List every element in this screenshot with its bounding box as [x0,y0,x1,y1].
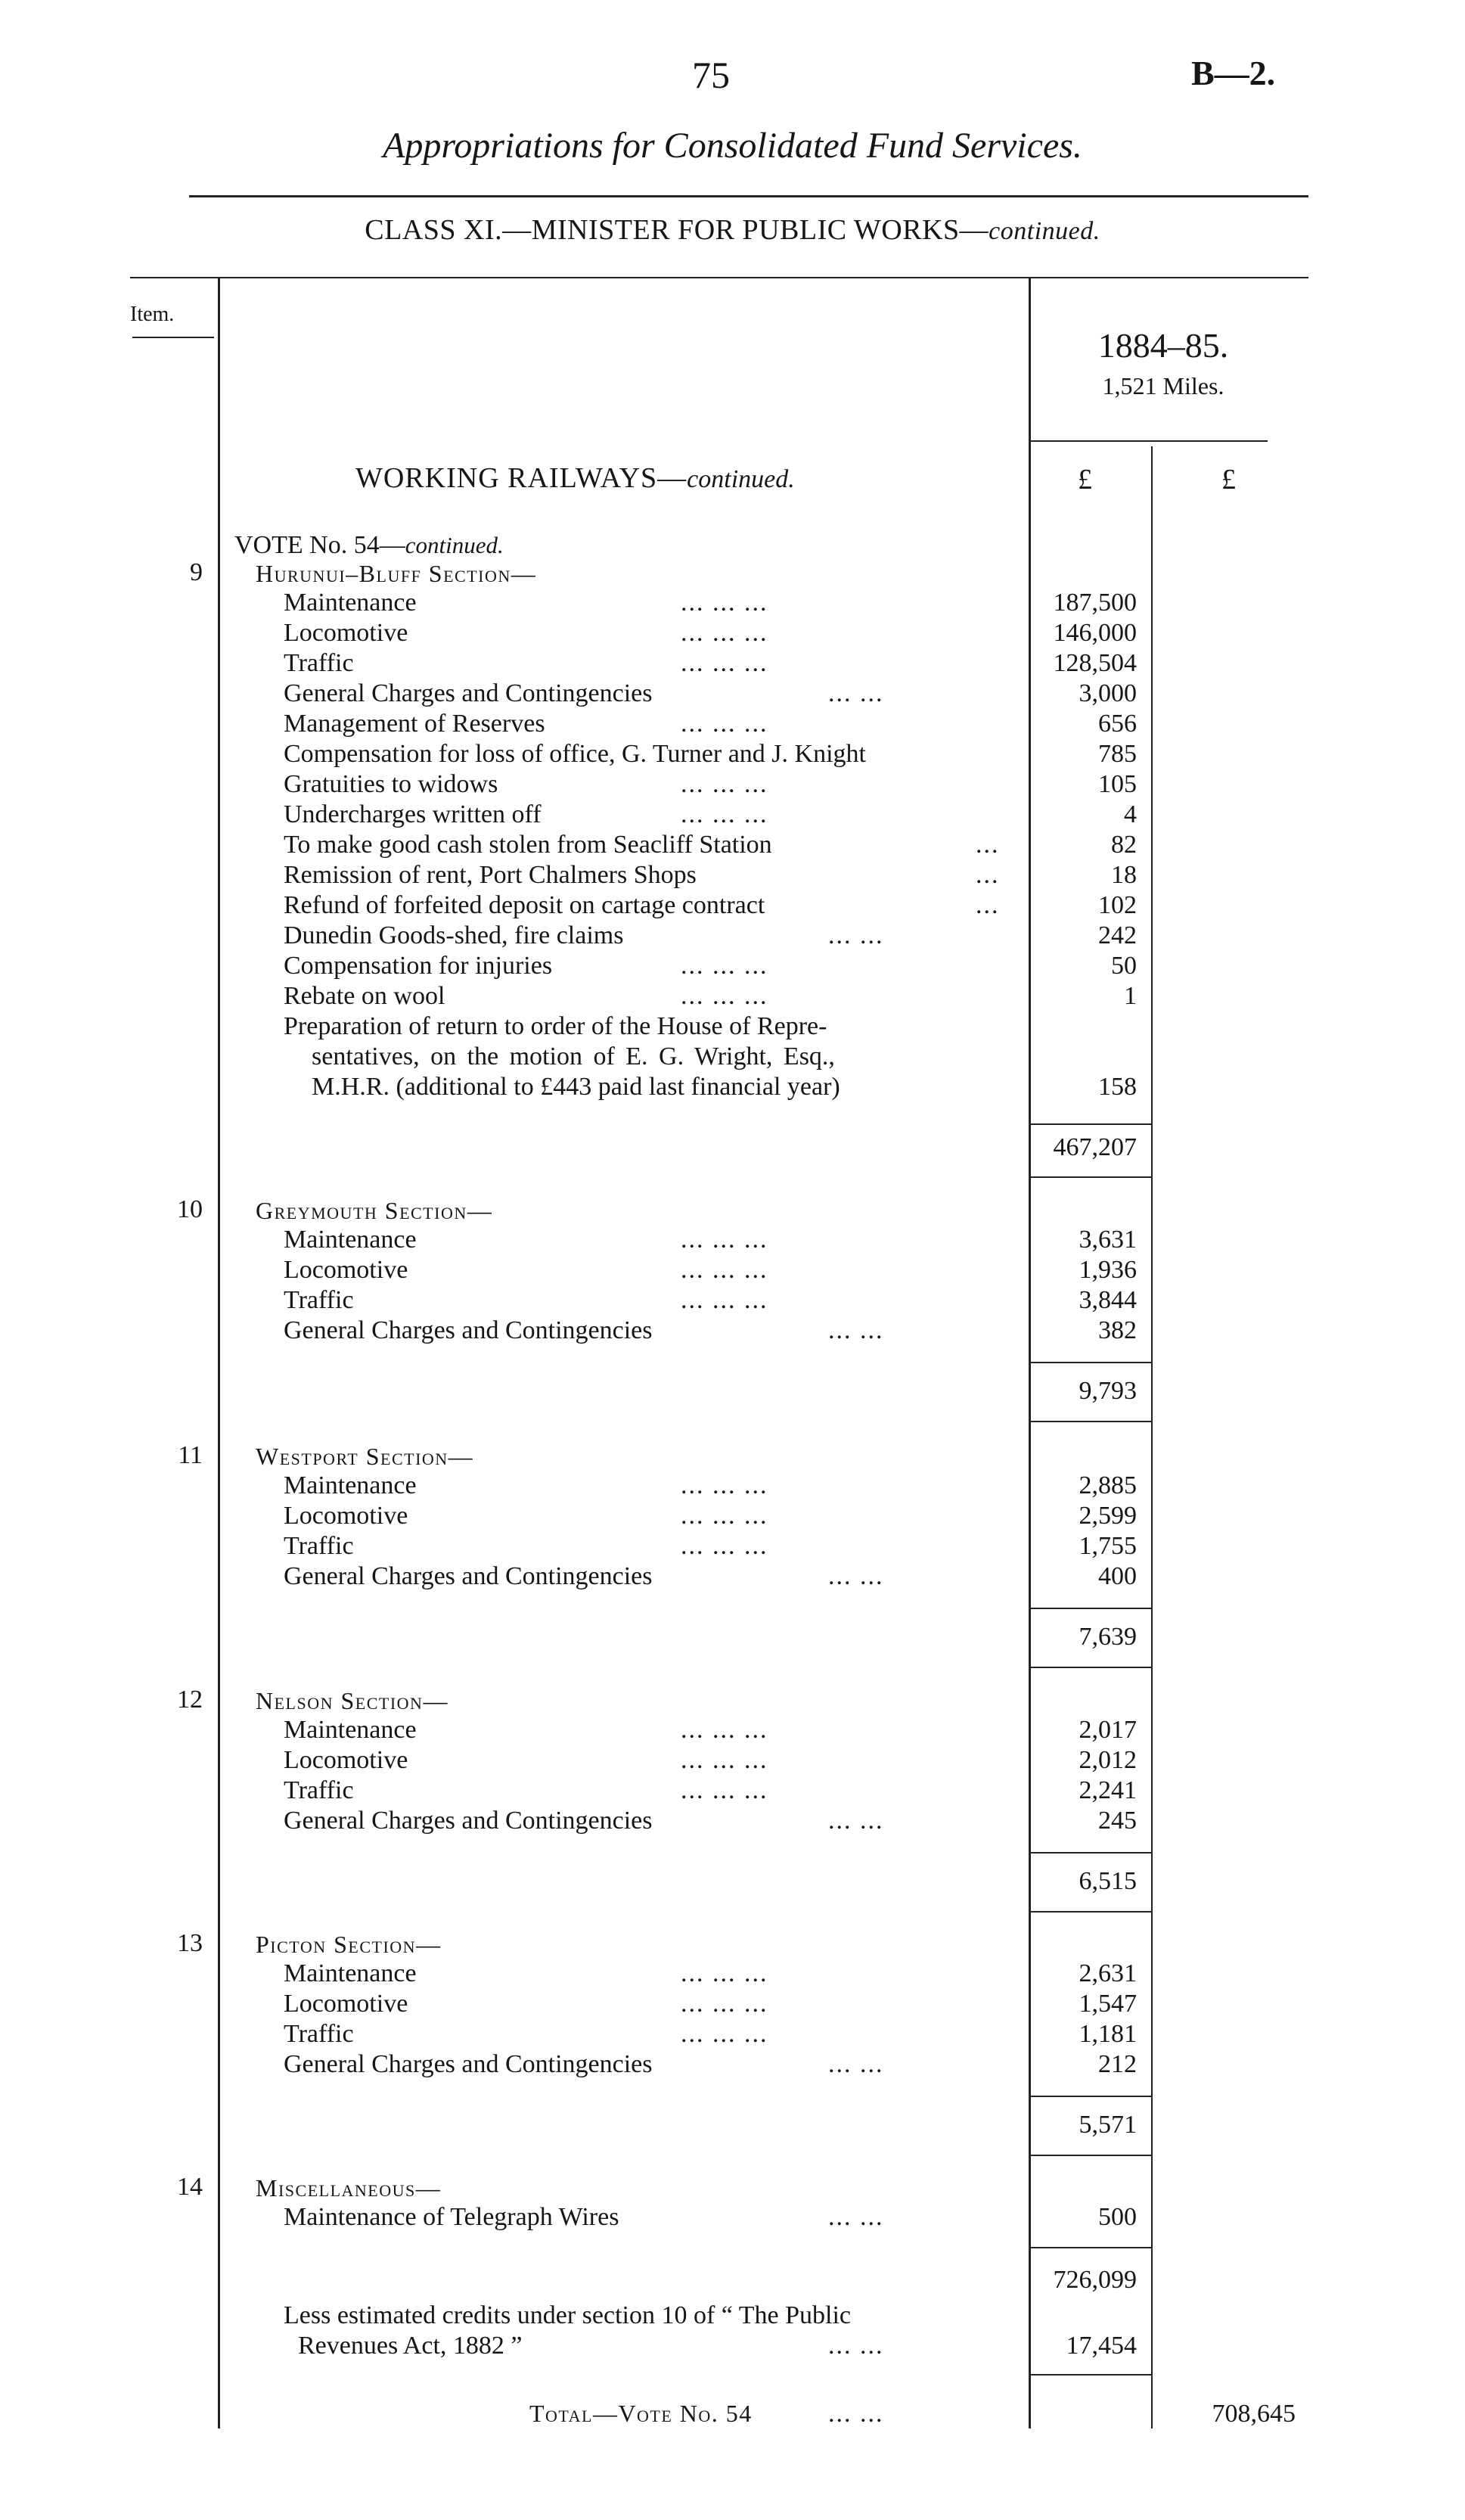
subtotal-rule [1030,1362,1151,1363]
row-label: General Charges and Contingencies [284,679,653,707]
leader-dots: ... ... ... [681,1286,768,1314]
vote-total-label: Total—Vote No. 54 [529,2400,753,2427]
row-amount: 785 [1098,740,1137,768]
leader-dots: ... ... ... [681,982,768,1010]
row-amount: 146,000 [1053,619,1137,647]
subtotal: 6,515 [1079,1867,1137,1895]
row-label: General Charges and Contingencies [284,1807,653,1835]
row-amount: 3,000 [1079,679,1137,707]
row-amount: 656 [1098,710,1137,738]
row-label: Locomotive [284,1746,408,1774]
leader-dots: ... ... ... [681,1226,768,1254]
section-title: Picton Section— [256,1931,442,1958]
row-amount: 18 [1111,861,1137,889]
leader-dots: ... ... ... [681,1471,768,1499]
leader-dots: ... ... ... [681,619,768,647]
leader-dots: ... ... ... [681,1776,768,1804]
page-number: 75 [692,54,730,96]
section-title: Miscellaneous— [256,2174,442,2202]
credits-label: Less estimated credits under section 10 of “ The Public [284,2301,852,2329]
leader-dots: ... ... ... [681,2020,768,2048]
leader-dots: ... ... ... [681,649,768,677]
row-label: Compensation for injuries [284,952,553,980]
item-column-header: Item. [130,303,175,326]
subtotal: 5,571 [1079,2111,1137,2139]
row-amount: 2,017 [1079,1716,1137,1744]
leader-dots: ... ... ... [681,800,768,828]
row-label: General Charges and Contingencies [284,1316,653,1344]
class-heading-text: CLASS XI.—MINISTER FOR PUBLIC WORKS— [365,214,989,246]
row-label: Locomotive [284,1256,408,1284]
leader-dots: ... ... ... [681,710,768,738]
leader-dots: ... ... [828,1316,884,1344]
row-amount: 2,599 [1079,1502,1137,1530]
subtotal-rule [1030,1176,1151,1178]
row-amount: 400 [1098,1562,1137,1590]
row-label: Rebate on wool [284,982,445,1010]
section-title: Hurunui–Bluff Section— [256,560,537,587]
leader-dots: ... [976,891,1000,919]
row-label: General Charges and Contingencies [284,2050,653,2078]
subtotal-rule [1030,1911,1151,1913]
rule-top [189,195,1308,197]
item-number: 13 [177,1929,203,1957]
row-amount: 128,504 [1053,649,1137,677]
leader-dots: ... ... [828,2050,884,2078]
row-amount: 500 [1098,2203,1137,2231]
section-title: Greymouth Section— [256,1197,493,1224]
item-number: 10 [177,1195,203,1223]
leader-dots: ... ... ... [681,1502,768,1530]
rule-year [1029,440,1268,442]
item-number: 14 [177,2173,203,2201]
leader-dots: ... ... ... [681,770,768,798]
row-label: Traffic [284,2020,354,2048]
leader-dots: ... ... [828,921,884,949]
row-amount: 1,547 [1079,1990,1137,2018]
credits-amount: 17,454 [1066,2332,1137,2360]
currency-header: £ [1221,464,1236,496]
subtotal-rule [1030,1667,1151,1668]
row-amount: 50 [1111,952,1137,980]
column-divider-total [1151,446,1153,2428]
row-amount: 2,631 [1079,1959,1137,1987]
row-label: Maintenance [284,1226,417,1254]
row-amount: 212 [1098,2050,1137,2078]
total-rule [1030,2374,1151,2376]
leader-dots: ... ... [828,2203,884,2231]
subtotal-rule [1030,2155,1151,2156]
row-label: Management of Reserves [284,710,545,738]
gross-total: 726,099 [1053,2266,1137,2294]
vote-label-continued: continued. [405,532,504,558]
leader-dots: ... ... [828,2332,884,2360]
miles-header: 1,521 Miles. [1102,372,1224,399]
row-label: Gratuities to widows [284,770,498,798]
leader-dots: ... [976,831,1000,859]
leader-dots: ... ... [828,1562,884,1590]
leader-dots: ... ... ... [681,1746,768,1774]
row-label: Compensation for loss of office, G. Turner and J. Knight [284,740,866,768]
credits-label: Revenues Act, 1882 ” [298,2332,523,2360]
row-amount: 242 [1098,921,1137,949]
row-amount: 158 [1098,1073,1137,1101]
row-label: Locomotive [284,1502,408,1530]
section-title: Nelson Section— [256,1687,449,1714]
subtotal-rule [1030,1421,1151,1422]
rule-class [130,277,1308,278]
leader-dots: ... ... ... [681,1716,768,1744]
row-amount: 3,631 [1079,1226,1137,1254]
row-amount: 82 [1111,831,1137,859]
vote-total: 708,645 [1212,2400,1296,2428]
row-amount: 1,755 [1079,1532,1137,1560]
row-amount: 1,181 [1079,2020,1137,2048]
subtotal: 7,639 [1079,1623,1137,1651]
item-number: 9 [190,558,203,586]
row-label: Traffic [284,1776,354,1804]
section-title: Westport Section— [256,1443,474,1470]
row-label: M.H.R. (additional to £443 paid last financial year) [312,1073,840,1101]
page-title: Appropriations for Consolidated Fund Services. [383,126,1082,166]
row-label: Traffic [284,1286,354,1314]
currency-header: £ [1078,464,1092,496]
leader-dots: ... ... [828,1807,884,1835]
row-amount: 1,936 [1079,1256,1137,1284]
leader-dots: ... ... ... [681,1990,768,2018]
section-heading [355,461,795,495]
row-label: Maintenance [284,589,417,617]
row-label: Traffic [284,1532,354,1560]
item-number: 12 [177,1686,203,1714]
row-label: Locomotive [284,1990,408,2018]
document-reference: B—2. [1191,54,1276,92]
row-amount: 102 [1098,891,1137,919]
row-label: Remission of rent, Port Chalmers Shops [284,861,697,889]
row-amount: 245 [1098,1807,1137,1835]
section-heading-continued: continued. [687,465,795,493]
row-label: Undercharges written off [284,800,542,828]
year-header: 1884–85. [1097,326,1229,365]
leader-dots: ... ... [828,2400,884,2428]
leader-dots: ... ... ... [681,952,768,980]
vote-label-text: VOTE No. 54— [234,531,405,559]
class-heading-continued: continued. [989,217,1100,245]
row-label: Maintenance [284,1959,417,1987]
leader-dots: ... ... ... [681,1256,768,1284]
row-amount: 4 [1124,800,1137,828]
subtotal: 467,207 [1053,1133,1137,1161]
row-label: sentatives, on the motion of E. G. Wright, Esq., [312,1042,835,1070]
class-heading [0,213,1465,247]
row-label: Preparation of return to order of the House of Repre- [284,1012,827,1040]
leader-dots: ... ... ... [681,1532,768,1560]
subtotal: 9,793 [1079,1377,1137,1405]
row-label: Traffic [284,649,354,677]
total-rule [1030,2247,1151,2248]
leader-dots: ... ... ... [681,589,768,617]
row-label: Maintenance of Telegraph Wires [284,2203,619,2231]
row-amount: 187,500 [1053,589,1137,617]
subtotal-rule [1030,2096,1151,2097]
row-label: Dunedin Goods-shed, fire claims [284,921,624,949]
subtotal-rule [1030,1608,1151,1609]
row-amount: 2,012 [1079,1746,1137,1774]
item-number: 11 [178,1441,203,1469]
row-amount: 105 [1098,770,1137,798]
row-label: General Charges and Contingencies [284,1562,653,1590]
subtotal-rule [1030,1123,1151,1125]
leader-dots: ... ... [828,679,884,707]
row-label: To make good cash stolen from Seacliff Station [284,831,772,859]
row-amount: 2,885 [1079,1471,1137,1499]
rule-item [132,337,214,338]
section-heading-text: WORKING RAILWAYS— [355,462,687,494]
leader-dots: ... ... ... [681,1959,768,1987]
column-divider-item [218,278,220,2428]
row-label: Maintenance [284,1716,417,1744]
row-amount: 2,241 [1079,1776,1137,1804]
leader-dots: ... [976,861,1000,889]
subtotal-rule [1030,1852,1151,1853]
row-amount: 3,844 [1079,1286,1137,1314]
row-amount: 382 [1098,1316,1137,1344]
vote-label [234,531,504,560]
row-label: Locomotive [284,619,408,647]
row-amount: 1 [1124,982,1137,1010]
row-label: Maintenance [284,1471,417,1499]
row-label: Refund of forfeited deposit on cartage contract [284,891,765,919]
